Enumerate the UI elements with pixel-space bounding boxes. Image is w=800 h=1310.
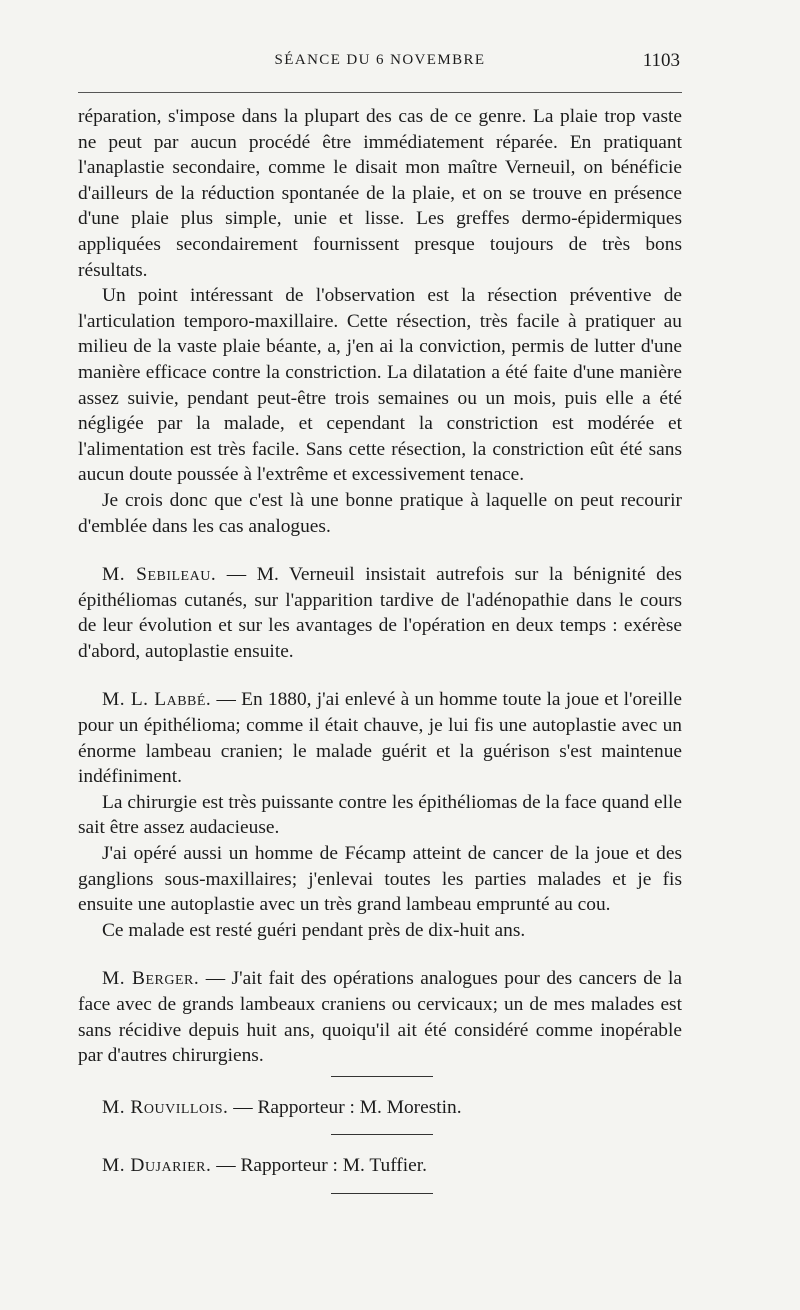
member-name: M. Rouvillois. (102, 1097, 229, 1118)
paragraph: La chirurgie est très puissante contre les épithéliomas de la face quand elle sait être assez audacieuse. (78, 791, 682, 839)
labbe-remark (78, 687, 682, 789)
paragraph: Ce malade est resté guéri pendant près de dix-huit ans. (102, 919, 526, 941)
speaker-name: M. Sebileau. (102, 564, 217, 586)
remark-text: — J'ait fait des opérations analogues pour des cancers de la face avec de grands lambeaux craniens ou cervicaux; un de mes malades est sans récidive depuis huit ans, quoiqu'il ait été considéré comme inopérable par d'autres chirurgiens. (78, 968, 682, 1067)
remark-text: — M. Verneuil insistait autrefois sur la bénignité des épithéliomas cutanés, sur l'apparition tardive de l'adénopathie dans le cours de leur évolution et sur les avantages de l'opération en deux temps : exérèse d'abord, autoplastie ensuite. (78, 564, 682, 662)
sebileau-remark (78, 562, 682, 664)
paragraph: J'ai opéré aussi un homme de Fécamp atteint de cancer de la joue et des ganglions sous-maxillaires; j'enlevai toutes les parties malades et je fis ensuite une autoplastie avec un très grand lambeau emprunté au cou. (78, 843, 682, 916)
separator-rule (331, 1193, 433, 1194)
header-rule (78, 92, 682, 93)
body-text (78, 104, 682, 1069)
speaker-name: M. Berger. (102, 968, 200, 990)
report-text: — Rapporteur : M. Morestin. (228, 1097, 462, 1118)
separator-rule (331, 1134, 433, 1135)
report-line (102, 1155, 427, 1177)
paragraph: Je crois donc que c'est là une bonne pratique à laquelle on peut recourir d'emblée dans les cas analogues. (78, 489, 682, 537)
paragraph: Un point intéressant de l'observation est la résection préventive de l'articulation temporo-maxillaire. Cette résection, très facile à pratiquer au milieu de la vaste plaie béante, a, j'en ai la conviction, permis de lutter d'une manière efficace contre la constriction. La dilatation a été faite d'une manière assez suivie, pendant peut-être trois semaines ou un mois, puis elle a été négligée par la malade, et cependant la constriction est modérée et l'alimentation est très facile. Sans cette résection, la constriction eût été sans aucun doute poussée à l'extrême et excessivement tenace. (78, 285, 682, 486)
page-number: 1103 (642, 50, 680, 71)
page-header (78, 50, 682, 74)
report-text: — Rapporteur : M. Tuffier. (211, 1155, 427, 1176)
paragraph: réparation, s'impose dans la plupart des cas de ce genre. La plaie trop vaste ne peut par aucun procédé être immédiatement réparée. En pratiquant l'anaplastie secondaire, comme le disait mon maître Verneuil, on bénéficie d'ailleurs de la réduction spontanée de la plaie, et on se trouve en présence d'une plaie plus simple, unie et lisse. Les greffes dermo-épidermiques appliquées secondairement fournissent presque toujours de très bons résultats. (78, 106, 682, 281)
separator-rule (331, 1076, 433, 1077)
member-name: M. Dujarier. (102, 1155, 212, 1176)
report-line (102, 1097, 462, 1119)
speaker-name: M. L. Labbé. (102, 689, 212, 711)
running-title: SÉANCE DU 6 NOVEMBRE (274, 52, 486, 68)
remark-text: — En 1880, j'ai enlevé à un homme toute la joue et l'oreille pour un épithélioma; comme il était chauve, je lui fis une autoplastie avec un énorme lambeau cranien; le malade guérit et la guérison s'est maintenue indéfiniment. (78, 689, 683, 788)
berger-remark (78, 966, 682, 1068)
